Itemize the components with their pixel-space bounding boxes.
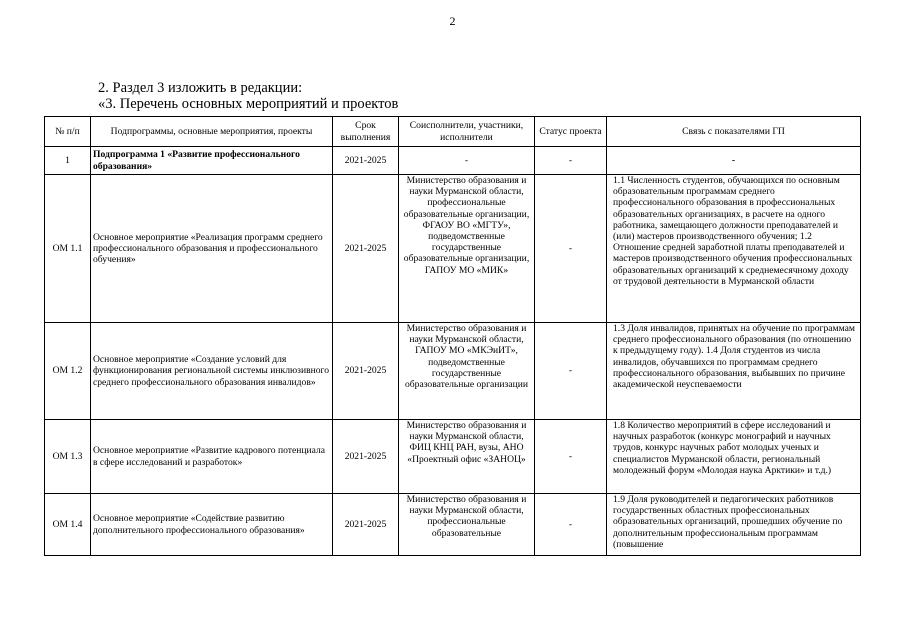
cell-num: 1 [45, 147, 91, 175]
cell-executors: Министерство образования и науки Мурманской области, ФИЦ КНЦ РАН, вузы, АНО «Проектный офис «ЗАНОЦ» [399, 420, 535, 494]
measures-table [44, 116, 861, 556]
section-instruction: 2. Раздел 3 изложить в редакции: [98, 80, 303, 96]
cell-term: 2021-2025 [333, 420, 399, 494]
cell-term: 2021-2025 [333, 494, 399, 556]
cell-executors: Министерство образования и науки Мурманской области, профессиональные образовательные организации, ФГАОУ ВО «МГТУ», подведомственные государственные образовательные организации, ГАПОУ МО «МИК» [399, 175, 535, 323]
section-title: «3. Перечень основных мероприятий и проектов [98, 96, 399, 112]
table-header-row [45, 117, 861, 147]
cell-name: Подпрограмма 1 «Развитие профессионального образования» [91, 147, 333, 175]
cell-num: ОМ 1.3 [45, 420, 91, 494]
cell-links: 1.8 Количество мероприятий в сфере исследований и научных разработок (конкурс монографий и научных трудов, конкурс научных работ молодых ученых и специалистов Мурманской области, региональный молодежный форум «Молодая наука Арктики» и т.д.) [607, 420, 861, 494]
cell-num: ОМ 1.1 [45, 175, 91, 323]
cell-executors: - [399, 147, 535, 175]
cell-links: 1.9 Доля руководителей и педагогических работников государственных областных профессиональных образовательных организаций, прошедших обучение по дополнительным профессиональным программам (повышение [607, 494, 861, 556]
cell-name: Основное мероприятие «Реализация программ среднего профессионального образования и профессионального обучения» [91, 175, 333, 323]
header-executors: Соисполнители, участники, исполнители [399, 117, 535, 147]
cell-num: ОМ 1.2 [45, 323, 91, 420]
cell-links: 1.1 Численность студентов, обучающихся по основным образовательным программам среднего профессионального образования в профессиональных образовательных организациях, в расчете на одного работника, замещающего должности преподавателей и (или) мастеров производственного обучения; 1.2 Отношение средней заработной платы преподавателей и мастеров производственного обучения профессиональных образовательных организаций к среднемесячному доходу от трудовой деятельности в Мурманской области [607, 175, 861, 323]
header-name: Подпрограммы, основные мероприятия, проекты [91, 117, 333, 147]
header-num: № п/п [45, 117, 91, 147]
cell-name: Основное мероприятие «Содействие развитию дополнительного профессионального образования» [91, 494, 333, 556]
table-row [45, 175, 861, 323]
cell-name: Основное мероприятие «Развитие кадрового потенциала в сфере исследований и разработок» [91, 420, 333, 494]
cell-name: Основное мероприятие «Создание условий для функционирования региональной системы инклюзивного среднего профессионального образования инвалидов» [91, 323, 333, 420]
cell-term: 2021-2025 [333, 175, 399, 323]
cell-status: - [535, 147, 607, 175]
cell-term: 2021-2025 [333, 147, 399, 175]
cell-executors: Министерство образования и науки Мурманской области, ГАПОУ МО «МКЭиИТ», подведомственные государственные образовательные организации [399, 323, 535, 420]
cell-executors: Министерство образования и науки Мурманской области, профессиональные образовательные [399, 494, 535, 556]
cell-status: - [535, 420, 607, 494]
table-row [45, 323, 861, 420]
page-number: 2 [449, 14, 456, 28]
cell-status: - [535, 494, 607, 556]
cell-status: - [535, 175, 607, 323]
cell-term: 2021-2025 [333, 323, 399, 420]
cell-links: 1.3 Доля инвалидов, принятых на обучение по программам среднего профессионального образования (по отношению к предыдущему году). 1.4 Доля студентов из числа инвалидов, обучавшихся по программам среднего профессионального образования, выбывших по причине академической неуспеваемости [607, 323, 861, 420]
cell-status: - [535, 323, 607, 420]
table-row [45, 420, 861, 494]
header-status: Статус проекта [535, 117, 607, 147]
header-links: Связь с показателями ГП [607, 117, 861, 147]
header-term: Срок выполнения [333, 117, 399, 147]
cell-links: - [607, 147, 861, 175]
table-row [45, 494, 861, 556]
cell-num: ОМ 1.4 [45, 494, 91, 556]
table-row [45, 147, 861, 175]
